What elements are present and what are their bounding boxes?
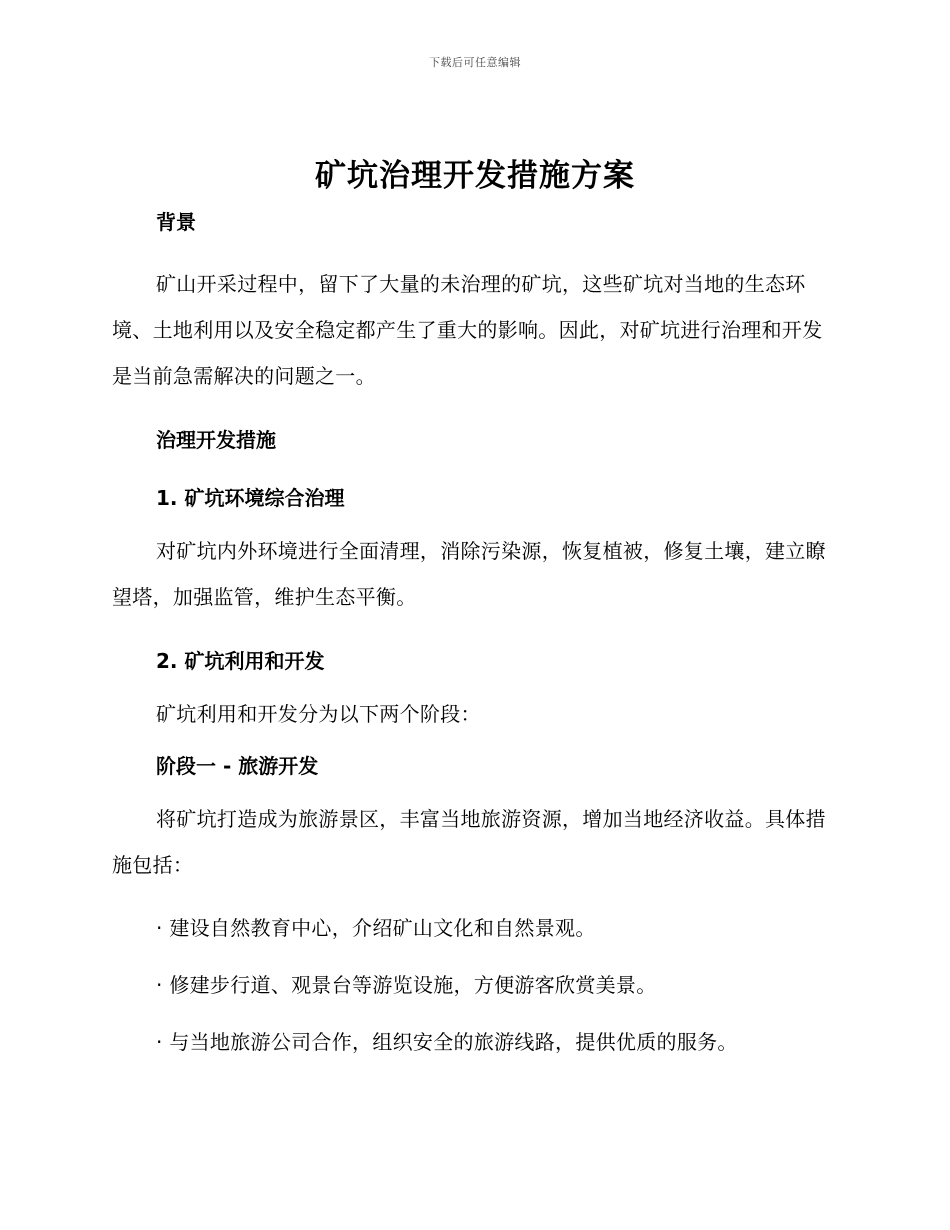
section-heading-background: 背景 xyxy=(156,210,196,234)
subheading-stage1: 阶段一 - 旅游开发 xyxy=(156,754,319,778)
subheading-item1: 1. 矿坑环境综合治理 xyxy=(156,486,345,510)
paragraph-background: 矿山开采过程中，留下了大量的未治理的矿坑，这些矿坑对当地的生态环境、土地利用以及安全稳定都产生了重大的影响。因此，对矿坑进行治理和开发是当前急需解决的问题之一。 xyxy=(112,272,823,388)
subheading-item2: 2. 矿坑利用和开发 xyxy=(156,649,325,673)
list-item-bullet-2: · 修建步行道、观景台等游览设施，方便游客欣赏美景。 xyxy=(156,973,657,997)
page-header-note: 下载后可任意编辑 xyxy=(429,56,521,69)
document-body xyxy=(112,204,832,1060)
paragraph-item1: 对矿坑内外环境进行全面清理，消除污染源，恢复植被，修复土壤，建立瞭望塔，加强监管，维护生态平衡。 xyxy=(112,539,826,609)
paragraph-item2: 矿坑利用和开发分为以下两个阶段： xyxy=(156,702,481,726)
section-heading-measures: 治理开发措施 xyxy=(156,428,276,452)
document-title: 矿坑治理开发措施方案 xyxy=(315,158,635,194)
paragraph-stage1: 将矿坑打造成为旅游景区，丰富当地旅游资源，增加当地经济收益。具体措施包括： xyxy=(112,807,826,877)
list-item-bullet-1: · 建设自然教育中心，介绍矿山文化和自然景观。 xyxy=(156,916,596,940)
list-item-bullet-3: · 与当地旅游公司合作，组织安全的旅游线路，提供优质的服务。 xyxy=(156,1030,738,1054)
